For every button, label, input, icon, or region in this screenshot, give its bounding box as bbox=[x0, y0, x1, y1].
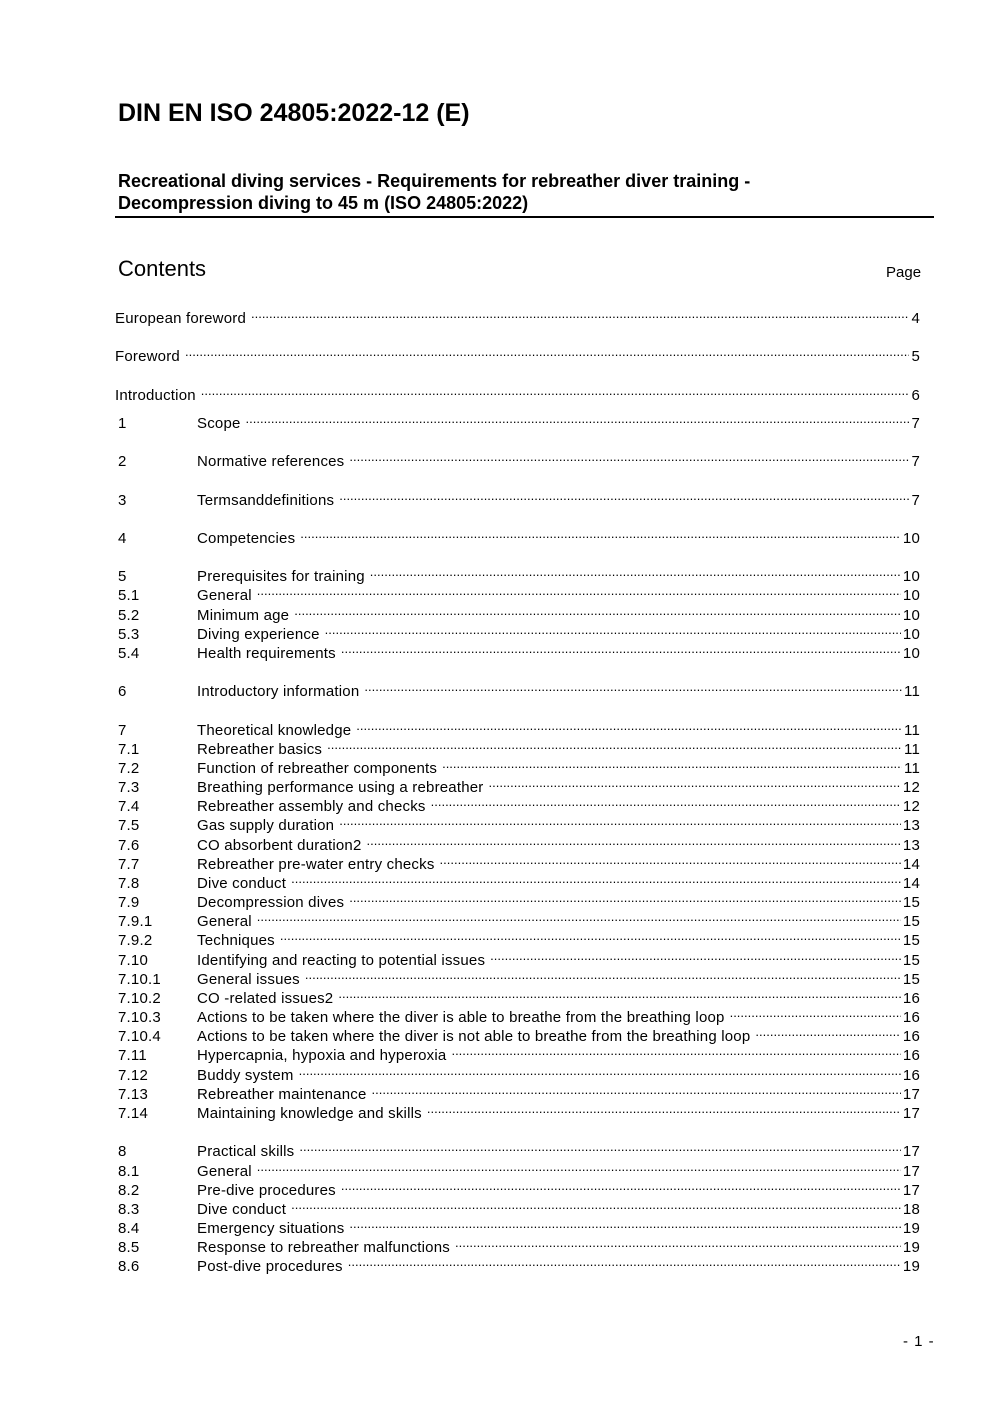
toc-dot-leader bbox=[257, 1158, 901, 1176]
toc-entry[interactable] bbox=[118, 908, 920, 930]
toc-entry[interactable] bbox=[118, 448, 920, 470]
toc-entry-page: 10 bbox=[902, 587, 920, 604]
toc-entry-page: 14 bbox=[902, 856, 920, 873]
toc-entry[interactable] bbox=[118, 774, 920, 796]
toc-entry-page: 19 bbox=[902, 1239, 920, 1256]
toc-dot-leader bbox=[490, 947, 901, 965]
toc-entry-page: 17 bbox=[902, 1163, 920, 1180]
toc-entry[interactable] bbox=[118, 717, 920, 739]
toc-entry[interactable] bbox=[118, 1177, 920, 1199]
toc-entry-number: 7.3 bbox=[118, 779, 140, 796]
toc-entry[interactable] bbox=[118, 966, 920, 988]
toc-dot-leader bbox=[291, 1196, 901, 1214]
toc-entry-title: Function of rebreather components bbox=[197, 760, 438, 777]
toc-entry-title: Decompression dives bbox=[197, 894, 345, 911]
toc-entry-page: 6 bbox=[911, 387, 920, 404]
toc-entry[interactable] bbox=[118, 410, 920, 432]
toc-entry-page: 15 bbox=[902, 932, 920, 949]
toc-entry-number: 7.14 bbox=[118, 1105, 148, 1122]
page-number: - 1 - bbox=[903, 1333, 935, 1350]
toc-entry-page: 16 bbox=[902, 1047, 920, 1064]
toc-entry-title: Gas supply duration bbox=[197, 817, 335, 834]
toc-entry[interactable] bbox=[118, 832, 920, 854]
toc-entry[interactable] bbox=[118, 1215, 920, 1237]
toc-entry[interactable] bbox=[118, 985, 920, 1007]
toc-entry[interactable] bbox=[118, 1042, 920, 1064]
toc-entry-number: 4 bbox=[118, 530, 127, 547]
toc-entry[interactable] bbox=[118, 487, 920, 509]
toc-entry[interactable] bbox=[118, 1023, 920, 1045]
document-title-line-2: Decompression diving to 45 m (ISO 24805:2022) bbox=[118, 193, 529, 213]
toc-dot-leader bbox=[356, 717, 902, 735]
toc-entry-number: 7.8 bbox=[118, 875, 140, 892]
toc-dot-leader bbox=[489, 774, 901, 792]
toc-entry-number: 1 bbox=[118, 415, 127, 432]
toc-entry[interactable] bbox=[115, 343, 920, 365]
toc-entry[interactable] bbox=[115, 382, 920, 404]
toc-entry[interactable] bbox=[118, 525, 920, 547]
toc-entry-title: Actions to be taken where the diver is not able to breathe from the breathing loop bbox=[197, 1028, 751, 1045]
toc-dot-leader bbox=[341, 1177, 901, 1195]
toc-entry-title: Emergency situations bbox=[197, 1220, 345, 1237]
toc-entry-title: Rebreather assembly and checks bbox=[197, 798, 426, 815]
toc-entry-page: 16 bbox=[902, 990, 920, 1007]
toc-dot-leader bbox=[455, 1234, 901, 1252]
toc-entry[interactable] bbox=[118, 640, 920, 662]
toc-entry-title: Introductory information bbox=[197, 683, 360, 700]
toc-entry-title: Practical skills bbox=[197, 1143, 295, 1160]
toc-entry-number: 7.1 bbox=[118, 741, 140, 758]
toc-entry-page: 16 bbox=[902, 1067, 920, 1084]
toc-entry-number: 8.6 bbox=[118, 1258, 140, 1275]
toc-entry-title: General bbox=[197, 913, 252, 930]
toc-entry-page: 13 bbox=[902, 817, 920, 834]
toc-entry-page: 15 bbox=[902, 913, 920, 930]
toc-entry-page: 15 bbox=[902, 894, 920, 911]
toc-entry[interactable] bbox=[118, 563, 920, 585]
toc-dot-leader bbox=[341, 640, 901, 658]
document-title-line-1: Recreational diving services - Requirements for rebreather diver training - bbox=[118, 171, 751, 191]
toc-entry-number: 7.2 bbox=[118, 760, 140, 777]
toc-dot-leader bbox=[349, 889, 901, 907]
toc-entry-number: 5.1 bbox=[118, 587, 140, 604]
toc-dot-leader bbox=[280, 927, 901, 945]
toc-entry-number: 7.4 bbox=[118, 798, 140, 815]
toc-entry[interactable] bbox=[118, 582, 920, 604]
toc-entry-page: 17 bbox=[902, 1086, 920, 1103]
toc-entry-title: European foreword bbox=[115, 310, 246, 327]
toc-entry-page: 14 bbox=[902, 875, 920, 892]
toc-entry[interactable] bbox=[118, 755, 920, 777]
toc-entry-title: Competencies bbox=[197, 530, 296, 547]
toc-entry-title: Termsanddefinitions bbox=[197, 492, 335, 509]
toc-dot-leader bbox=[367, 832, 901, 850]
toc-dot-leader bbox=[338, 985, 901, 1003]
toc-entry-title: Minimum age bbox=[197, 607, 290, 624]
toc-entry-number: 7.5 bbox=[118, 817, 140, 834]
toc-entry-number: 7.12 bbox=[118, 1067, 148, 1084]
toc-entry-page: 17 bbox=[902, 1143, 920, 1160]
toc-entry-title: Breathing performance using a rebreather bbox=[197, 779, 484, 796]
toc-entry-page: 15 bbox=[902, 952, 920, 969]
toc-entry-page: 11 bbox=[904, 722, 920, 739]
toc-entry-page: 7 bbox=[911, 492, 920, 509]
toc-entry-number: 5.2 bbox=[118, 607, 140, 624]
toc-entry-page: 16 bbox=[902, 1009, 920, 1026]
toc-entry-number: 8 bbox=[118, 1143, 127, 1160]
toc-entry-title: General bbox=[197, 587, 252, 604]
toc-entry-page: 19 bbox=[902, 1220, 920, 1237]
toc-entry-page: 10 bbox=[902, 568, 920, 585]
toc-entry-number: 7.9 bbox=[118, 894, 140, 911]
toc-entry[interactable] bbox=[118, 1100, 920, 1122]
toc-entry[interactable] bbox=[118, 736, 920, 758]
toc-entry-number: 7.10.4 bbox=[118, 1028, 161, 1045]
toc-entry-page: 12 bbox=[902, 779, 920, 796]
toc-dot-leader bbox=[299, 1138, 901, 1156]
toc-entry[interactable] bbox=[118, 1062, 920, 1084]
toc-entry-number: 7.9.1 bbox=[118, 913, 153, 930]
toc-dot-leader bbox=[349, 448, 909, 466]
toc-entry-title: Rebreather maintenance bbox=[197, 1086, 367, 1103]
toc-entry[interactable] bbox=[115, 305, 920, 327]
toc-entry-page: 17 bbox=[902, 1182, 920, 1199]
toc-entry-title: Post-dive procedures bbox=[197, 1258, 343, 1275]
toc-entry-number: 8.4 bbox=[118, 1220, 140, 1237]
toc-entry-page: 10 bbox=[902, 530, 920, 547]
toc-entry-number: 8.3 bbox=[118, 1201, 140, 1218]
toc-entry-page: 13 bbox=[902, 837, 920, 854]
toc-entry-number: 7.10 bbox=[118, 952, 148, 969]
toc-entry-title: Diving experience bbox=[197, 626, 320, 643]
toc-entry-page: 10 bbox=[902, 626, 920, 643]
toc-entry[interactable] bbox=[118, 621, 920, 643]
toc-entry[interactable] bbox=[118, 947, 920, 969]
toc-dot-leader bbox=[257, 908, 901, 926]
page-column-heading: Page bbox=[886, 264, 922, 281]
toc-dot-leader bbox=[291, 870, 901, 888]
toc-entry-number: 7.9.2 bbox=[118, 932, 153, 949]
toc-entry[interactable] bbox=[118, 793, 920, 815]
toc-entry-number: 7.13 bbox=[118, 1086, 148, 1103]
toc-entry-page: 12 bbox=[902, 798, 920, 815]
toc-dot-leader bbox=[325, 621, 901, 639]
toc-entry-title: Pre-dive procedures bbox=[197, 1182, 336, 1199]
toc-entry-page: 19 bbox=[902, 1258, 920, 1275]
toc-entry-page: 7 bbox=[911, 453, 920, 470]
toc-entry-page: 10 bbox=[902, 645, 920, 662]
toc-entry[interactable] bbox=[118, 1081, 920, 1103]
toc-entry-number: 5 bbox=[118, 568, 127, 585]
toc-dot-leader bbox=[305, 966, 901, 984]
toc-entry-page: 7 bbox=[911, 415, 920, 432]
toc-dot-leader bbox=[327, 736, 902, 754]
toc-entry-page: 5 bbox=[911, 348, 920, 365]
toc-entry-number: 7.6 bbox=[118, 837, 140, 854]
document-id: DIN EN ISO 24805:2022-12 (E) bbox=[118, 99, 470, 127]
toc-dot-leader bbox=[349, 1215, 901, 1233]
toc-entry-title: Rebreather basics bbox=[197, 741, 323, 758]
toc-entry-title: CO -related issues2 bbox=[197, 990, 334, 1007]
toc-dot-leader bbox=[201, 382, 910, 400]
toc-entry-number: 2 bbox=[118, 453, 127, 470]
toc-entry-title: Theoretical knowledge bbox=[197, 722, 352, 739]
toc-entry-number: 6 bbox=[118, 683, 127, 700]
toc-dot-leader bbox=[440, 851, 901, 869]
toc-entry-title: Prerequisites for training bbox=[197, 568, 365, 585]
toc-entry-title: Health requirements bbox=[197, 645, 336, 662]
toc-dot-leader bbox=[364, 678, 902, 696]
toc-dot-leader bbox=[442, 755, 902, 773]
toc-entry-number: 8.2 bbox=[118, 1182, 140, 1199]
toc-entry[interactable] bbox=[118, 1138, 920, 1160]
toc-entry-number: 7.11 bbox=[118, 1047, 147, 1064]
toc-dot-leader bbox=[246, 410, 910, 428]
toc-entry-number: 7 bbox=[118, 722, 127, 739]
toc-entry-number: 7.7 bbox=[118, 856, 140, 873]
contents-heading: Contents bbox=[118, 256, 207, 281]
toc-entry-number: 3 bbox=[118, 492, 127, 509]
toc-dot-leader bbox=[730, 1004, 901, 1022]
toc-entry-title: Dive conduct bbox=[197, 1201, 287, 1218]
toc-entry-title: Introduction bbox=[115, 387, 196, 404]
toc-entry-page: 10 bbox=[902, 607, 920, 624]
toc-dot-leader bbox=[370, 563, 901, 581]
toc-entry-page: 17 bbox=[902, 1105, 920, 1122]
toc-entry-page: 18 bbox=[902, 1201, 920, 1218]
toc-entry-title: Response to rebreather malfunctions bbox=[197, 1239, 450, 1256]
toc-dot-leader bbox=[339, 812, 901, 830]
toc-dot-leader bbox=[372, 1081, 901, 1099]
toc-entry[interactable] bbox=[118, 927, 920, 949]
toc-dot-leader bbox=[299, 1062, 901, 1080]
toc-entry-page: 16 bbox=[902, 1028, 920, 1045]
toc-entry-title: Hypercapnia, hypoxia and hyperoxia bbox=[197, 1047, 447, 1064]
toc-dot-leader bbox=[294, 602, 901, 620]
toc-entry-title: Scope bbox=[197, 415, 241, 432]
toc-entry-number: 5.4 bbox=[118, 645, 140, 662]
toc-dot-leader bbox=[427, 1100, 901, 1118]
toc-entry[interactable] bbox=[118, 851, 920, 873]
toc-entry[interactable] bbox=[118, 1196, 920, 1218]
toc-entry-title: Buddy system bbox=[197, 1067, 294, 1084]
toc-dot-leader bbox=[300, 525, 901, 543]
toc-dot-leader bbox=[251, 305, 909, 323]
toc-entry-title: Foreword bbox=[115, 348, 180, 365]
toc-entry[interactable] bbox=[118, 870, 920, 892]
toc-entry-number: 5.3 bbox=[118, 626, 140, 643]
toc-entry-title: Normative references bbox=[197, 453, 345, 470]
toc-entry-page: 15 bbox=[902, 971, 920, 988]
toc-dot-leader bbox=[451, 1042, 900, 1060]
toc-entry[interactable] bbox=[118, 889, 920, 911]
toc-entry-title: Rebreather pre-water entry checks bbox=[197, 856, 435, 873]
toc-entry[interactable] bbox=[118, 678, 920, 700]
toc-entry-number: 8.1 bbox=[118, 1163, 140, 1180]
toc-entry-title: Techniques bbox=[197, 932, 275, 949]
toc-entry-page: 4 bbox=[911, 310, 920, 327]
toc-entry-number: 8.5 bbox=[118, 1239, 140, 1256]
toc-dot-leader bbox=[339, 487, 909, 505]
toc-entry-title: Identifying and reacting to potential issues bbox=[197, 952, 486, 969]
toc-entry-title: CO absorbent duration2 bbox=[197, 837, 362, 854]
toc-dot-leader bbox=[185, 343, 909, 361]
toc-entry-page: 11 bbox=[904, 760, 920, 777]
toc-entry[interactable] bbox=[118, 1004, 920, 1026]
toc-entry[interactable] bbox=[118, 602, 920, 624]
toc-entry[interactable] bbox=[118, 1253, 920, 1275]
toc-entry-number: 7.10.1 bbox=[118, 971, 161, 988]
toc-dot-leader bbox=[257, 582, 901, 600]
toc-entry[interactable] bbox=[118, 1234, 920, 1256]
toc-entry-title: Maintaining knowledge and skills bbox=[197, 1105, 422, 1122]
toc-entry-number: 7.10.3 bbox=[118, 1009, 161, 1026]
toc-entry-number: 7.10.2 bbox=[118, 990, 161, 1007]
toc-entry-title: General issues bbox=[197, 971, 300, 988]
toc-entry-page: 11 bbox=[904, 741, 920, 758]
toc-entry-title: General bbox=[197, 1163, 252, 1180]
toc-entry-title: Dive conduct bbox=[197, 875, 287, 892]
toc-entry[interactable] bbox=[118, 812, 920, 834]
toc-dot-leader bbox=[348, 1253, 901, 1271]
toc-entry[interactable] bbox=[118, 1158, 920, 1180]
toc-entry-title: Actions to be taken where the diver is able to breathe from the breathing loop bbox=[197, 1009, 725, 1026]
toc-entry-page: 11 bbox=[904, 683, 920, 700]
toc-dot-leader bbox=[431, 793, 901, 811]
toc-dot-leader bbox=[755, 1023, 901, 1041]
